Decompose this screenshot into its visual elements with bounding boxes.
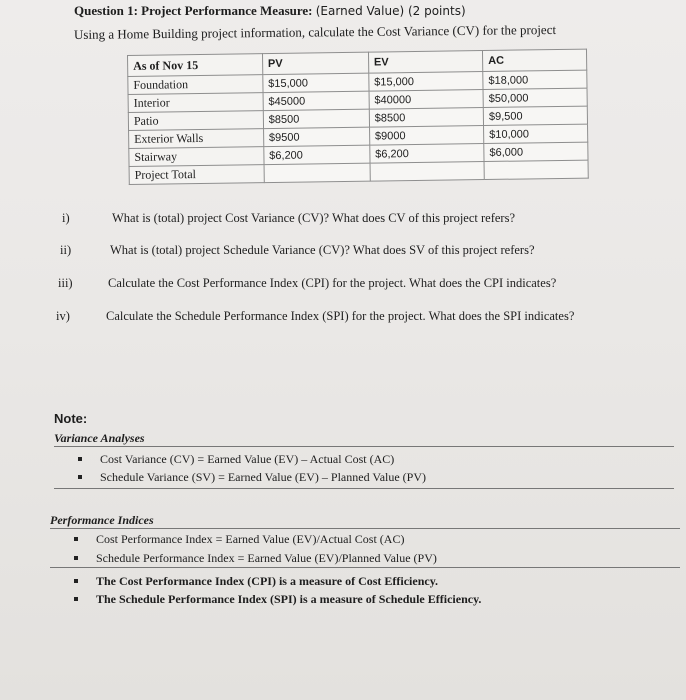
question-text: What is (total) project Cost Variance (CV)? What does CV of this project refers?: [112, 211, 516, 225]
row-ac: $50,000: [483, 88, 587, 107]
row-item-total: Project Total: [129, 165, 264, 185]
question-number: ii): [60, 243, 72, 257]
indices-heading: Performance Indices: [50, 513, 154, 527]
question-text: Calculate the Cost Performance Index (CPI) for the project. What does the CPI indicates?: [108, 276, 557, 290]
row-ac: $6,000: [484, 142, 588, 161]
row-ev: $6,200: [370, 144, 484, 164]
header-pv: PV: [262, 52, 368, 74]
project-data-table: [127, 49, 589, 185]
row-ev: $8500: [369, 108, 483, 128]
question-number: iv): [56, 309, 70, 323]
bullet-icon: [74, 537, 78, 541]
row-item: Exterior Walls: [129, 129, 264, 149]
variance-heading: Variance Analyses: [54, 431, 145, 445]
row-ac-total: [484, 160, 588, 179]
indices-item-text: Cost Performance Index = Earned Value (EV)/Actual Cost (AC): [96, 532, 405, 546]
row-pv-total: [264, 163, 370, 182]
indices-bottom-rule: [50, 567, 680, 568]
question-number: i): [62, 211, 70, 225]
row-item: Stairway: [129, 147, 264, 167]
header-as-of: As of Nov 15: [128, 54, 263, 77]
variance-bottom-rule: [54, 488, 674, 489]
indices-statement-text: The Cost Performance Index (CPI) is a measure of Cost Efficiency.: [96, 574, 439, 588]
row-pv: $9500: [263, 127, 369, 146]
bullet-icon: [74, 556, 78, 560]
indices-heading-rule: [50, 528, 680, 529]
row-pv: $45000: [263, 91, 369, 110]
indices-statement-text: The Schedule Performance Index (SPI) is a measure of Schedule Efficiency.: [96, 592, 482, 606]
row-pv: $15,000: [263, 73, 369, 92]
header-ev: EV: [368, 51, 483, 74]
row-ac: $9,500: [483, 106, 587, 125]
row-item: Interior: [128, 93, 263, 113]
bullet-icon: [78, 475, 82, 479]
question-number: iii): [58, 276, 73, 290]
bullet-icon: [78, 457, 82, 461]
row-pv: $8500: [263, 109, 369, 128]
row-ac: $18,000: [483, 70, 587, 89]
indices-item-text: Schedule Performance Index = Earned Value (EV)/Planned Value (PV): [96, 551, 437, 565]
question-text: What is (total) project Schedule Variance (CV)? What does SV of this project refers?: [110, 243, 535, 257]
variance-heading-rule: [54, 446, 674, 447]
variance-item-text: Cost Variance (CV) = Earned Value (EV) – Actual Cost (AC): [100, 452, 395, 466]
question-title-text: Question 1: Project Performance Measure:: [74, 3, 313, 18]
question-text: Calculate the Schedule Performance Index (SPI) for the project. What does the SPI indicates?: [106, 309, 575, 323]
row-ac: $10,000: [484, 124, 588, 143]
header-ac: AC: [483, 49, 587, 71]
row-item: Foundation: [128, 75, 263, 95]
project-table-wrapper: [127, 49, 589, 188]
row-ev: $40000: [369, 90, 483, 110]
bullet-icon: [74, 579, 78, 583]
row-pv: $6,200: [264, 145, 370, 164]
question-title: [74, 3, 466, 19]
variance-item-text: Schedule Variance (SV) = Earned Value (EV) – Planned Value (PV): [100, 470, 427, 484]
row-ev: $15,000: [369, 72, 483, 92]
question-subtitle: Using a Home Building project information, calculate the Cost Variance (CV) for the project: [73, 21, 557, 42]
note-label: Note:: [54, 411, 88, 426]
row-item: Patio: [128, 111, 263, 131]
row-ev: $9000: [369, 126, 483, 146]
bullet-icon: [74, 597, 78, 601]
row-ev-total: [370, 162, 484, 182]
question-points: (Earned Value) (2 points): [315, 4, 466, 18]
